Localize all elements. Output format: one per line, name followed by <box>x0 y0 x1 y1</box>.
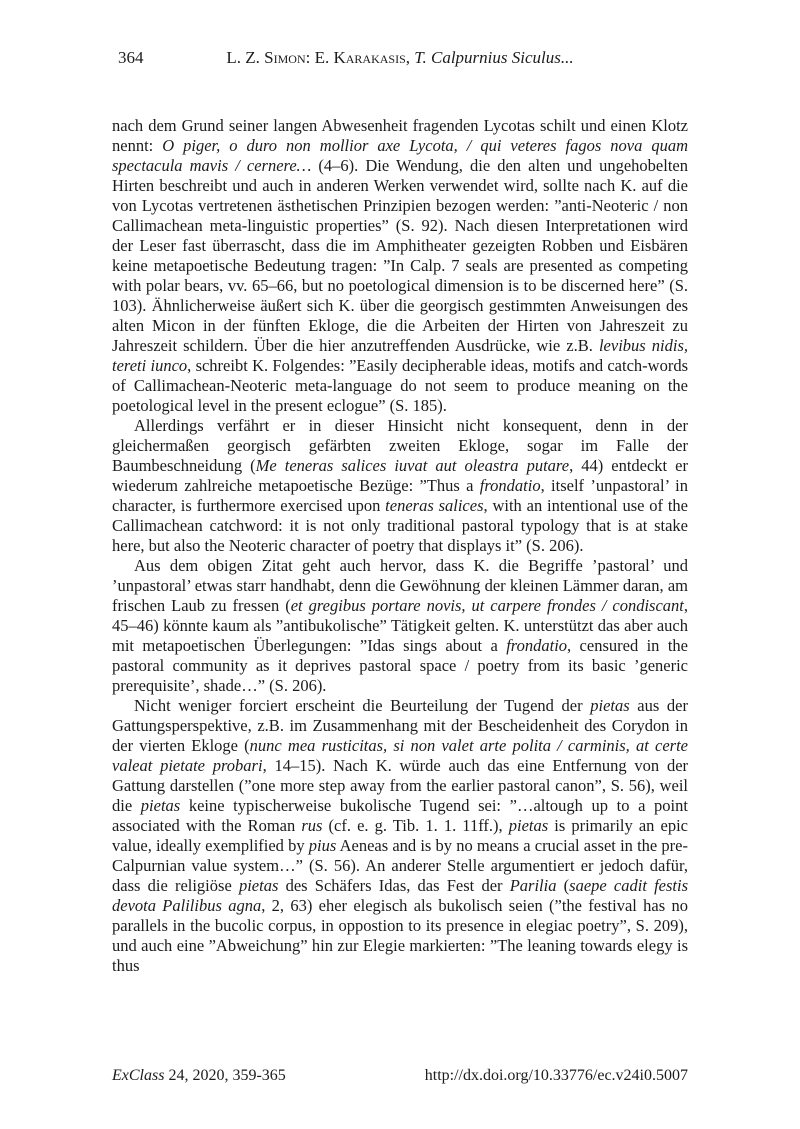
text-run: rus <box>301 816 323 835</box>
text-run: T. Calpurnius Siculus... <box>414 48 574 67</box>
paragraph <box>112 696 688 976</box>
text-run: pietas <box>140 796 181 815</box>
page-number: 364 <box>118 48 144 67</box>
paragraph <box>112 116 688 416</box>
text-run: Aus dem obigen Zitat geht auch hervor, dass K. die Begriffe ’pastoral’ und ’unpastoral’ etwas starr handhabt, denn die Gewöhnung der kleinen Lämmer daran, am frischen Laub zu fressen ( <box>112 556 688 615</box>
text-run: levibus nidis, tereti iunco <box>112 336 689 375</box>
text-run: Karakasis <box>333 48 406 67</box>
text-run: ExClass <box>112 1067 165 1084</box>
text-run: saepe cadit festis devota Palilibus agna <box>112 876 689 915</box>
text-run: 24, 2020, 359-365 <box>164 1067 286 1084</box>
text-run: Nicht weniger forciert erscheint die Beurteilung der Tugend der <box>134 696 591 715</box>
text-run: , 14–15). Nach K. würde auch das eine Entfernung von der Gattung darstellen (”one more step away from the earlier pastoral canon”, S. 56), weil die <box>112 756 689 815</box>
text-run: nunc mea rusticitas, si non valet arte polita / carminis, at certe valeat pietate probari <box>112 736 688 775</box>
text-run: , <box>405 48 415 67</box>
text-run: (4–6). Die Wendung, die den alten und ungehobelten Hirten beschreibt und auch in anderen Werken verwendet wird, sollte nach K. auf die von Lycotas vertretenen ästhetischen Prinzipien bezogen werden: ”anti-Neoteric / non Callimachean meta-linguistic properties” (S. 92). Nach diesen Interpretationen wird der Leser fast überrascht, dass die im Amphitheater gezeigten Robben und Eisbären keine metapoetische Bedeutung tragen: ”In Calp. 7 seals are presented as competing with polar bears, vv. 65–66, but no poetological dimension is to be discerned here” (S. 103). Ähnlicherweise äußert sich K. über die georgisch gestimmten Anweisungen des alten Micon in der fünften Ekloge, die die Arbeiten der Hirten von Jahreszeit zu Jahreszeit schildern. Über die hier anzutreffenden Ausdrücke, wie z.B. <box>112 156 688 355</box>
text-run: , 2, 63) eher elegisch als bukolisch seien (”the festival has no parallels in the bucolic corpus, in oppostion to its presence in elegiac poetry”, S. 209), und auch eine ”Abweichung” hin zur Elegie markierten: ”The leaning towards elegy is thus <box>112 896 688 975</box>
text-run: nach dem Grund seiner langen Abwesenheit fragenden Lycotas schilt und einen Klotz nennt: <box>112 116 688 155</box>
text-run: , 45–46) könnte kaum als ”antibukolische” Tätigkeit gelten. K. unterstützt das aber auch mit metapoetischen Überlegungen: ”Idas sings about a <box>112 596 688 655</box>
text-run: ( <box>556 876 570 895</box>
text-run: O piger, o duro non mollior axe Lycota, / qui veteres fagos nova quam spectacula mavis / cernere… <box>112 136 688 175</box>
text-run: Allerdings verfährt er in dieser Hinsicht nicht konsequent, denn in der gleichermaßen georgisch gefärbten zweiten Ekloge, sogar im Falle der Baumbeschneidung ( <box>112 416 688 475</box>
text-run: L. Z. <box>226 48 265 67</box>
text-run: Me teneras salices iuvat aut oleastra putare <box>255 456 570 475</box>
journal-citation <box>112 1066 286 1086</box>
text-run: pietas <box>508 816 549 835</box>
text-run: , with an intentional use of the Callimachean catchword: it is not only traditional pastoral typology that is at stake here, but also the Neoteric character of poetry that displays it” (S. 206). <box>112 496 689 555</box>
text-run: frondatio <box>479 476 541 495</box>
text-run: teneras salices <box>385 496 484 515</box>
text-run: Aeneas and is by no means a crucial asset in the pre-Calpurnian value system…” (S. 56). An anderer Stelle argumentiert er jedoch dafür, dass die religiöse <box>112 836 688 895</box>
text-run: : E. <box>305 48 334 67</box>
text-run: , schreibt K. Folgendes: ”Easily decipherable ideas, motifs and catch-words of Callimachean-Neoteric meta-language do not seem to produce meaning on the poetological level in the present eclogue” (S. 185). <box>112 356 688 415</box>
paragraph <box>112 556 688 696</box>
text-run: aus der Gattungsperspektive, z.B. im Zusammenhang mit der Bescheidenheit des Corydon in der vierten Ekloge ( <box>112 696 688 755</box>
text-run: frondatio <box>506 636 568 655</box>
paragraph <box>112 416 688 556</box>
text-run: Parilia <box>509 876 557 895</box>
text-run: , itself ’unpastoral’ in character, is furthermore exercised upon <box>112 476 689 515</box>
text-run: pius <box>308 836 337 855</box>
text-run: keine typischerweise bukolische Tugend sei: ”…altough up to a point associated with the Roman <box>112 796 688 835</box>
text-run: Simon <box>264 48 306 67</box>
page-header <box>112 48 688 68</box>
page-footer <box>112 1066 688 1086</box>
text-run: , 44) entdeckt er wiederum zahlreiche metapoetische Bezüge: ”Thus a <box>112 456 688 495</box>
text-run: pietas <box>590 696 630 715</box>
page-body <box>112 116 688 976</box>
text-run: et gregibus portare novis, ut carpere frondes / condiscant <box>290 596 684 615</box>
doi-text: http://dx.doi.org/10.33776/ec.v24i0.5007 <box>424 1067 688 1084</box>
text-run: des Schäfers Idas, das Fest der <box>278 876 510 895</box>
running-title <box>226 48 573 67</box>
text-run: pietas <box>238 876 279 895</box>
text-run: , censured in the pastoral community as it deprives pastoral space / poetry from its basic ’generic prerequisite’, shade…” (S. 206). <box>112 636 688 695</box>
text-run: is primarily an epic value, ideally exemplified by <box>112 816 689 855</box>
text-run: (cf. e. g. Tib. 1. 1. 11ff.), <box>322 816 509 835</box>
